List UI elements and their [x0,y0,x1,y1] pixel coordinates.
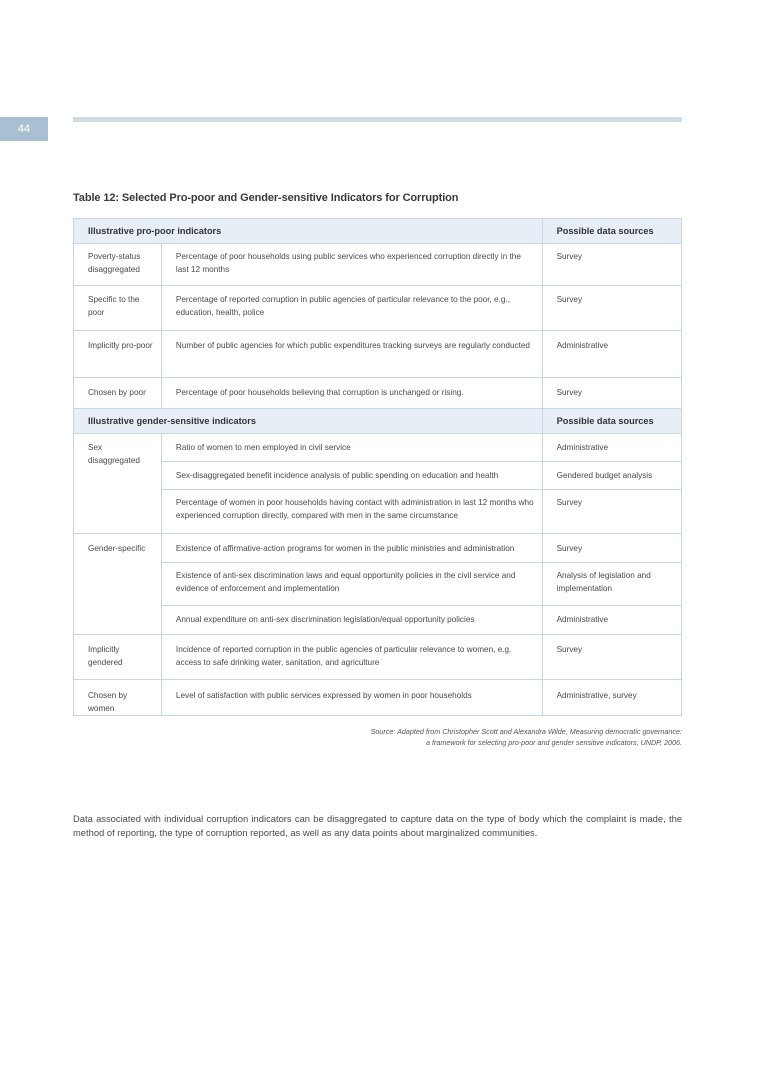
table-row [74,378,682,409]
source-cell: Survey [542,378,681,409]
category-cell: Gender-specific [74,534,162,635]
category-cell: Sex disaggregated [74,434,162,534]
indicator-cell: Percentage of poor households believing that corruption is unchanged or rising. [161,378,542,409]
source-cell: Survey [542,635,681,680]
indicators-table [73,218,682,716]
category-cell: Chosen by women [74,680,162,716]
table-row [74,286,682,331]
section-header-row [74,409,682,434]
source-cell: Administrative [542,331,681,378]
table-title: Table 12: Selected Pro-poor and Gender-sensitive Indicators for Corruption [73,192,459,204]
source-cell: Gendered budget analysis [542,462,681,490]
page-number: 44 [0,117,48,141]
indicator-cell: Existence of affirmative-action programs for women in the public ministries and administration [161,534,542,563]
table-row [74,434,682,462]
category-cell: Implicitly pro-poor [74,331,162,378]
indicator-cell: Percentage of reported corruption in public agencies of particular relevance to the poor, e.g., education, health, police [161,286,542,331]
category-cell: Specific to the poor [74,286,162,331]
source-cell: Survey [542,534,681,563]
indicator-cell: Ratio of women to men employed in civil service [161,434,542,462]
source-cell: Analysis of legislation and implementation [542,563,681,606]
source-cell: Survey [542,286,681,331]
source-cell: Administrative, survey [542,680,681,716]
indicator-cell: Level of satisfaction with public services expressed by women in poor households [161,680,542,716]
table-row [74,331,682,378]
table-row [74,244,682,286]
indicator-cell: Percentage of poor households using public services who experienced corruption directly in the last 12 months [161,244,542,286]
indicator-cell: Annual expenditure on anti-sex discrimination legislation/equal opportunity policies [161,606,542,635]
section-header: Illustrative gender-sensitive indicators [74,409,543,434]
body-paragraph: Data associated with individual corruption indicators can be disaggregated to capture data on the type of body which the complaint is made, the method of reporting, the type of corruption reported, as well as any data points about marginalized communities. [73,813,682,839]
indicator-cell: Percentage of women in poor households having contact with administration in last 12 months who experienced corruption directly, compared with men in the same circumstance [161,490,542,534]
indicator-cell: Number of public agencies for which public expenditures tracking surveys are regularly conducted [161,331,542,378]
table-row [74,606,682,635]
category-cell: Implicitly gendered [74,635,162,680]
category-cell: Poverty-status disaggregated [74,244,162,286]
source-cell: Survey [542,244,681,286]
source-cell: Administrative [542,434,681,462]
table-row [74,680,682,716]
table-row [74,534,682,563]
source-line: a framework for selecting pro-poor and gender sensitive indicators, UNDP, 2006. [426,738,682,747]
indicator-cell: Sex-disaggregated benefit incidence analysis of public spending on education and health [161,462,542,490]
section-header-row [74,219,682,244]
table-row [74,490,682,534]
table-source-note [371,726,682,748]
section-header: Illustrative pro-poor indicators [74,219,543,244]
sources-header: Possible data sources [542,409,681,434]
indicator-cell: Existence of anti-sex discrimination laws and equal opportunity policies in the civil service and evidence of enforcement and implementation [161,563,542,606]
header-rule [73,117,682,122]
sources-header: Possible data sources [542,219,681,244]
table-row [74,635,682,680]
indicator-cell: Incidence of reported corruption in the public agencies of particular relevance to women, e.g. access to safe drinking water, sanitation, and agriculture [161,635,542,680]
source-cell: Administrative [542,606,681,635]
category-cell: Chosen by poor [74,378,162,409]
source-cell: Survey [542,490,681,534]
source-line: Source: Adapted from Christopher Scott and Alexandra Wilde, Measuring democratic governance: [370,727,682,736]
table-row [74,462,682,490]
table-row [74,563,682,606]
